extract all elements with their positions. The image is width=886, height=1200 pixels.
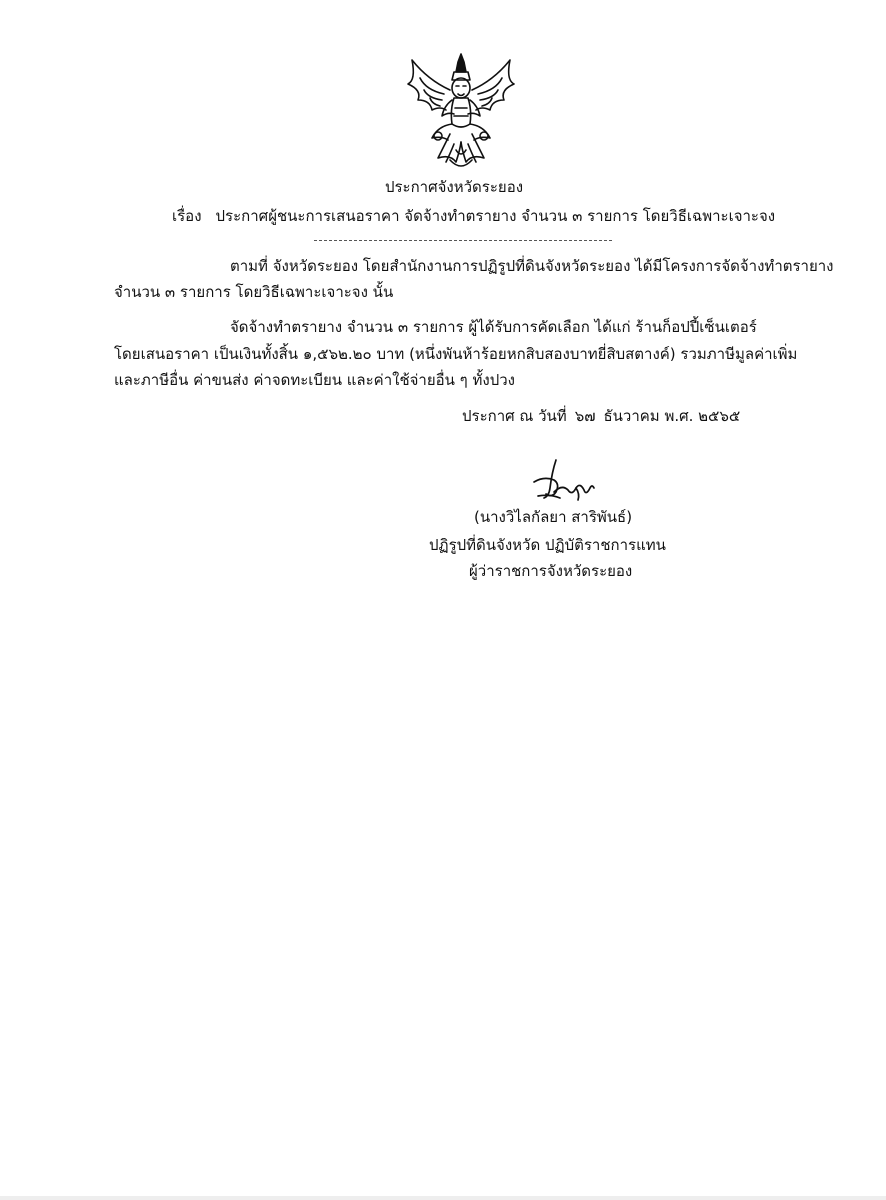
paragraph1-line1: ตามที่ จังหวัดระยอง โดยสำนักงานการปฏิรูปที่ดินจังหวัดระยอง ได้มีโครงการจัดจ้างทำตรายาง	[230, 257, 834, 275]
subject-label: เรื่อง	[172, 207, 202, 225]
handwritten-signature	[530, 458, 596, 506]
announcement-date	[462, 406, 748, 426]
paragraph2-line1: จัดจ้างทำตรายาง จำนวน ๓ รายการ ผู้ได้รับการคัดเลือก ได้แก่ ร้านก็อปปี้เซ็นเตอร์	[230, 318, 757, 336]
signatory-position-governor: ผู้ว่าราชการจังหวัดระยอง	[469, 562, 633, 580]
paragraph1-line2: จำนวน ๓ รายการ โดยวิธีเฉพาะเจาะจง นั้น	[114, 283, 394, 301]
signatory-position: ปฏิรูปที่ดินจังหวัด ปฏิบัติราชการแทน	[429, 536, 666, 554]
date-day: ๖๗	[574, 407, 596, 425]
page-bottom-edge	[0, 1196, 886, 1200]
date-month-year: ธันวาคม พ.ศ. ๒๕๖๕	[603, 407, 741, 425]
dashed-divider	[314, 240, 612, 241]
document-title: ประกาศจังหวัดระยอง	[384, 178, 524, 196]
signatory-name: (นางวิไลกัลยา สาริพันธ์)	[474, 508, 633, 526]
paragraph2-line2: โดยเสนอราคา เป็นเงินทั้งสิ้น ๑,๕๖๒.๒๐ บาท (หนึ่งพันห้าร้อยหกสิบสองบาทยี่สิบสตางค์) รวมภาษีมูลค่าเพิ่ม	[114, 345, 798, 363]
subject-text: ประกาศผู้ชนะการเสนอราคา จัดจ้างทำตรายาง จำนวน ๓ รายการ โดยวิธีเฉพาะเจาะจง	[215, 207, 776, 225]
garuda-emblem-icon	[398, 50, 524, 174]
subject-line	[172, 206, 775, 226]
paragraph2-line3: และภาษีอื่น ค่าขนส่ง ค่าจดทะเบียน และค่าใช้จ่ายอื่น ๆ ทั้งปวง	[114, 371, 515, 389]
date-prefix: ประกาศ ณ วันที่	[462, 407, 567, 425]
